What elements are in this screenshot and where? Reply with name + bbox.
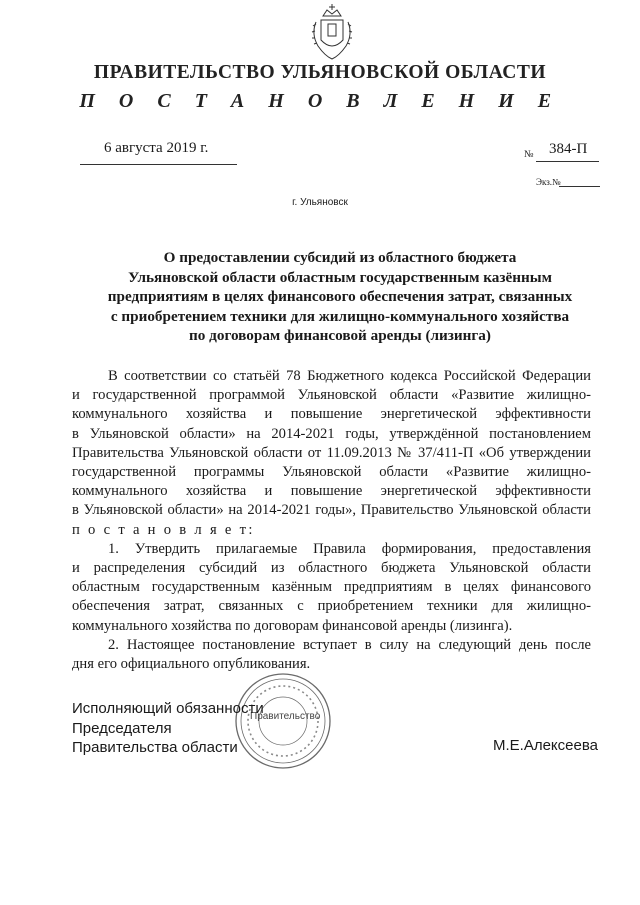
preamble-line: коммунального хозяйства и повышение энергетической эффективности xyxy=(72,483,591,500)
preamble-line: коммунального хозяйства и повышение энергетической эффективности xyxy=(72,406,591,423)
copy-number-underline xyxy=(559,186,600,187)
number-underline xyxy=(536,161,599,162)
coat-of-arms-icon xyxy=(307,2,357,62)
signatory-position-line: Исполняющий обязанности xyxy=(72,700,264,717)
copy-number-label: Экз.№ xyxy=(536,177,561,187)
item1-line: 1. Утвердить прилагаемые Правила формирования, предоставления xyxy=(108,540,591,557)
signatory-position-line: Правительства области xyxy=(72,739,238,757)
signatory-name: М.Е.Алексеева xyxy=(493,737,598,754)
preamble-line: в Ульяновской области» на 2014-2021 годы, утверждённой постановлением xyxy=(72,425,591,442)
preamble-line: в Ульяновской области» на 2014-2021 годы», Правительство Ульяновской области xyxy=(72,502,591,519)
preamble-line: государственной программы Ульяновской области «Развитие жилищно- xyxy=(72,464,591,481)
title-line: О предоставлении субсидий из областного бюджета xyxy=(163,249,517,266)
item1-line: областным государственным казённым предприятиям в целях финансового xyxy=(72,579,591,596)
title-line: с приобретением техники для жилищно-коммунального хозяйства xyxy=(110,307,570,325)
preamble-line: В соответствии со статьёй 78 Бюджетного кодекса Российской Федерации xyxy=(108,368,591,384)
item1-line: и распределения субсидий из областного бюджета Ульяновской области xyxy=(72,560,591,577)
document-title xyxy=(40,248,640,346)
item1-line: обеспечения затрат, связанных с приобретением техники для жилищно- xyxy=(72,598,591,615)
signatory-position xyxy=(72,699,264,758)
preamble-line: Правительства Ульяновской области от 11.09.2013 № 37/411-П «Об утверждении xyxy=(72,444,591,461)
title-line: предприятиям в целях финансового обеспечения затрат, связанных xyxy=(107,288,573,305)
document-date: 6 августа 2019 г. xyxy=(104,140,209,156)
item2-line: дня его официального опубликования. xyxy=(72,656,311,673)
document-type: П О С Т А Н О В Л Е Н И Е xyxy=(79,90,561,112)
document-city: г. Ульяновск xyxy=(292,197,348,208)
date-underline xyxy=(80,164,237,165)
preamble-line: и государственной программой Ульяновской области «Развитие жилищно- xyxy=(72,387,591,404)
item2-line: 2. Настоящее постановление вступает в силу на следующий день после xyxy=(108,636,591,653)
document-body xyxy=(72,367,591,674)
decides-word: п о с т а н о в л я е т: xyxy=(72,521,255,538)
organization-name: ПРАВИТЕЛЬСТВО УЛЬЯНОВСКОЙ ОБЛАСТИ xyxy=(93,62,547,83)
item1-line: коммунального хозяйства по договорам финансовой аренды (лизинга). xyxy=(72,617,513,634)
title-line: по договорам финансовой аренды (лизинга) xyxy=(189,327,491,344)
signatory-position-line: Председателя xyxy=(72,719,172,737)
stamp-text: Правительство xyxy=(250,711,321,722)
number-sign: № xyxy=(524,149,534,160)
title-line: Ульяновской области областным государственным казённым xyxy=(128,268,552,286)
document-number: 384-П xyxy=(549,141,588,157)
